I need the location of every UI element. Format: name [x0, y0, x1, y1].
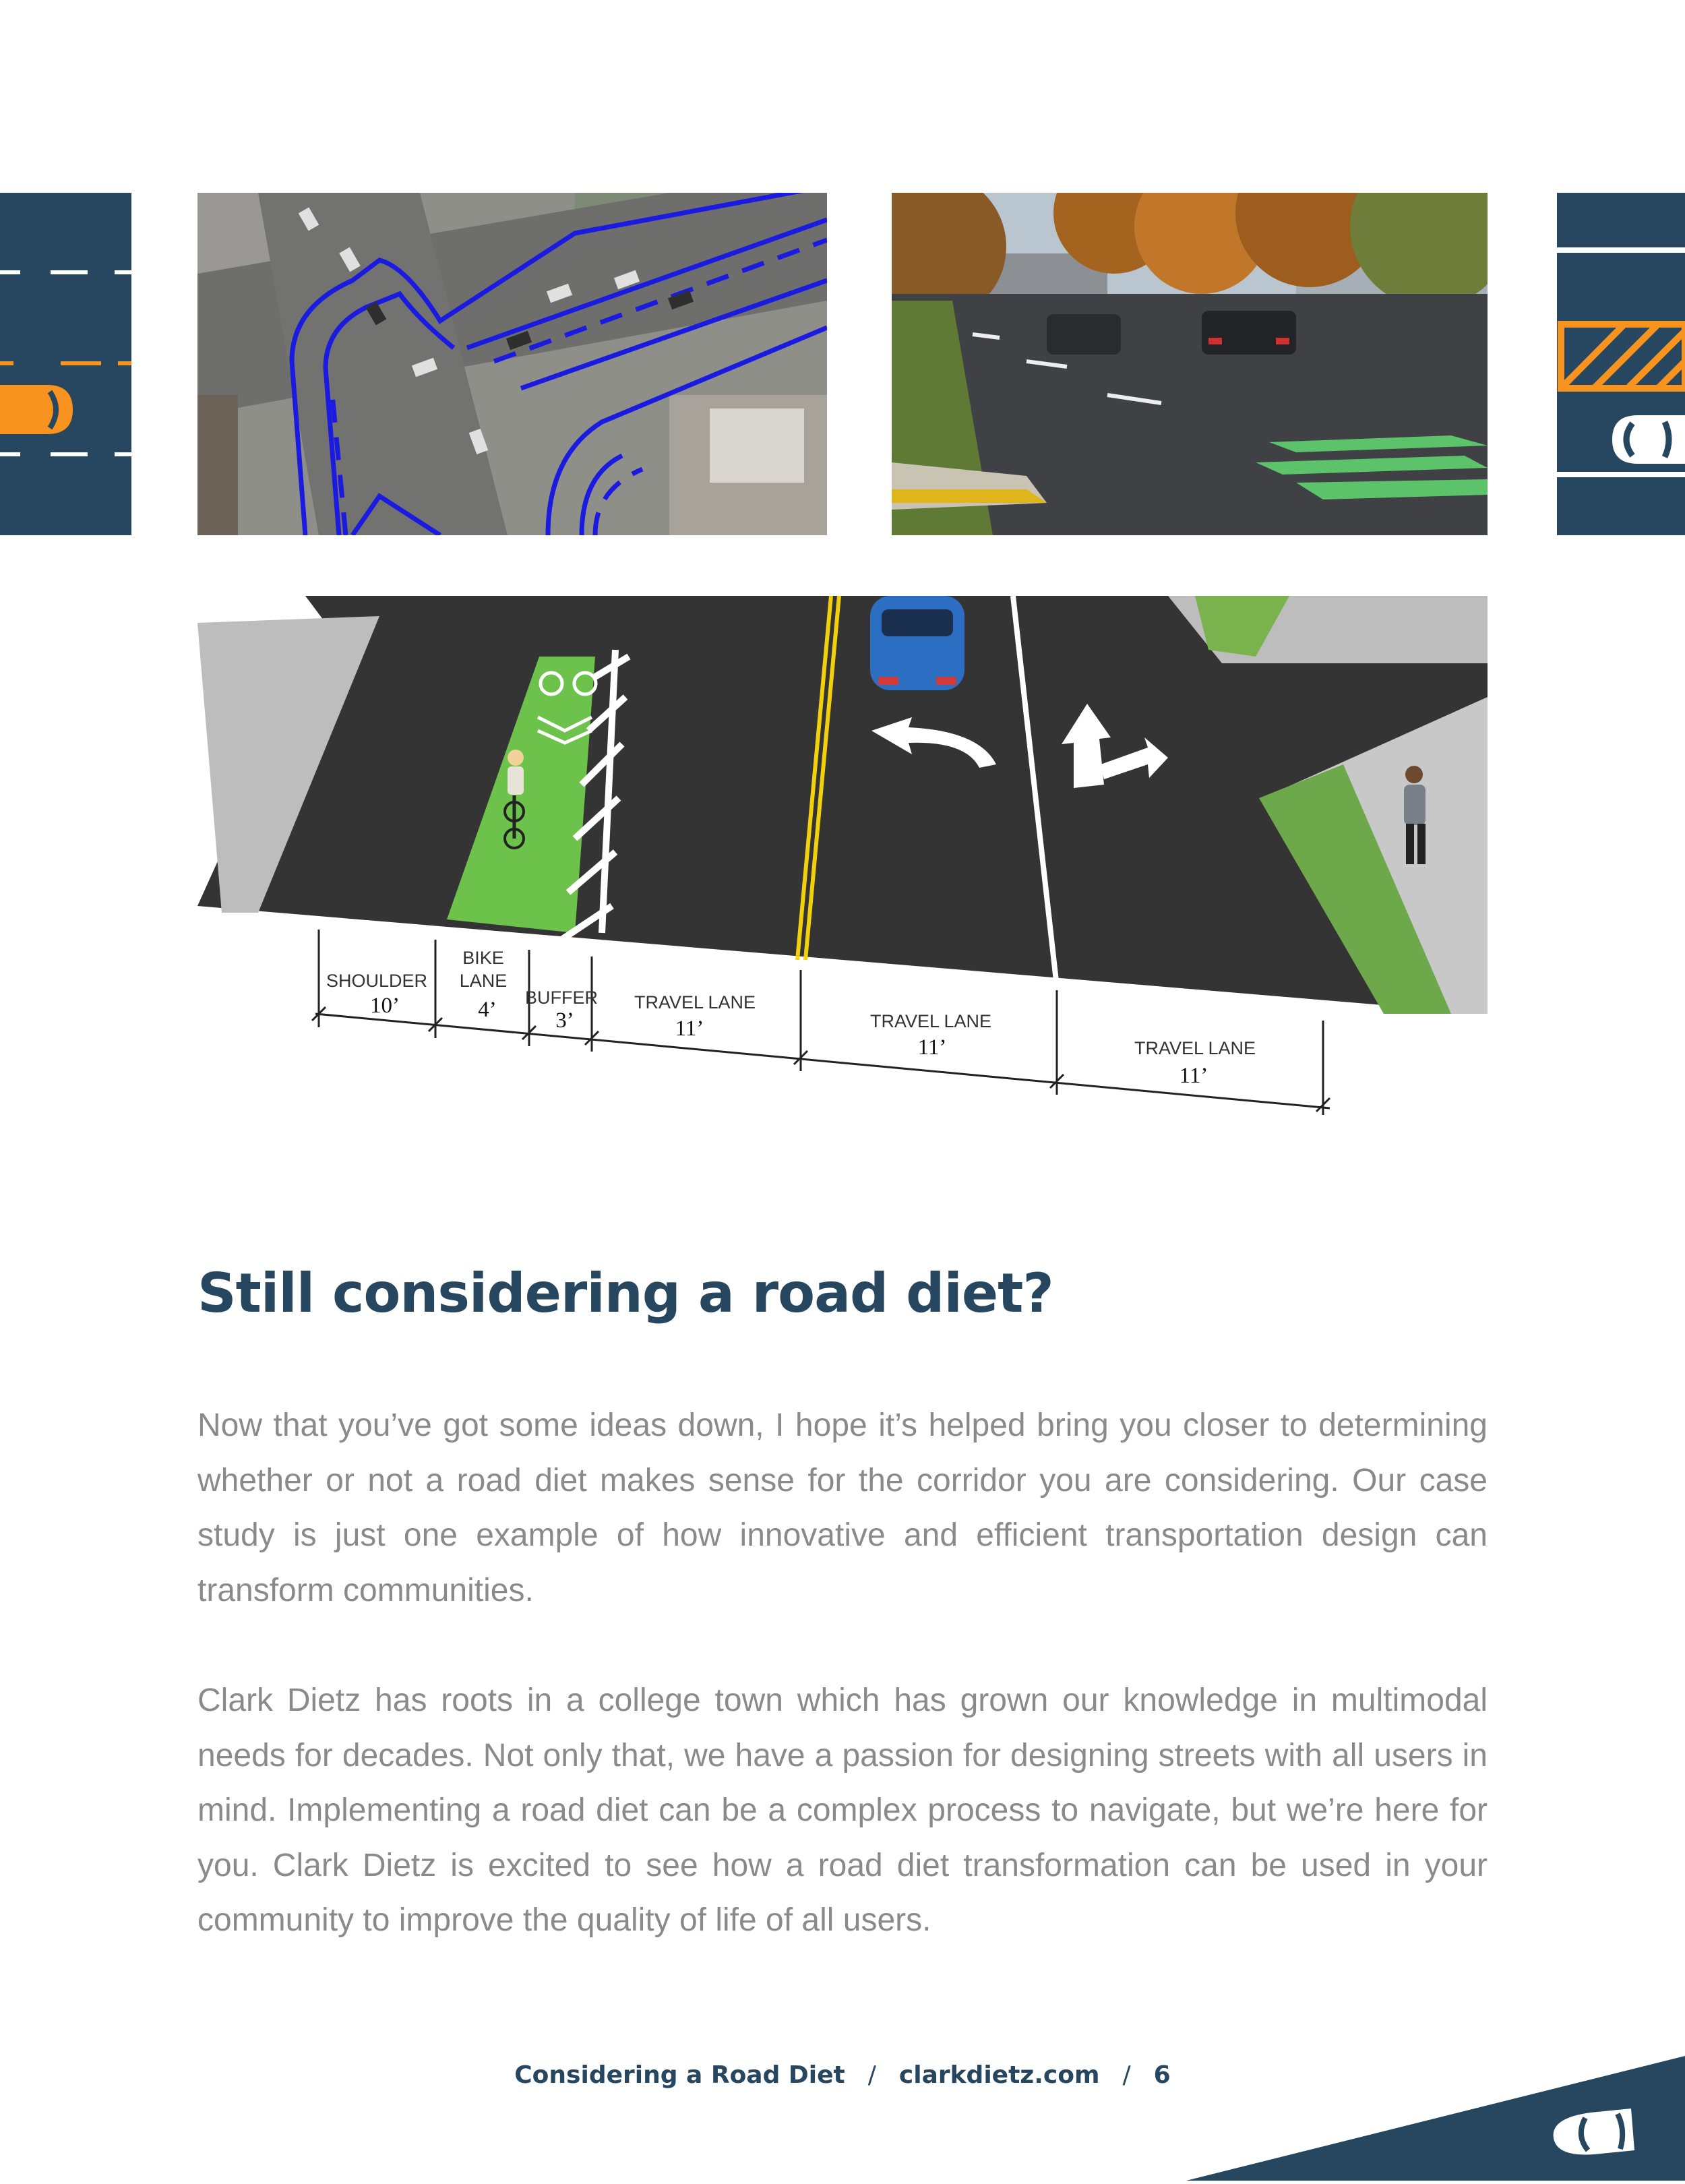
- footer-website-link[interactable]: clarkdietz.com: [898, 2061, 1100, 2089]
- car-icon-right: [1612, 415, 1685, 464]
- travel-lane-1-width: 11’: [675, 1017, 704, 1041]
- bike-lane-label-line1: BIKE: [462, 948, 504, 968]
- travel-lane-3-label: TRAVEL LANE: [1134, 1038, 1256, 1058]
- travel-lane-1-label: TRAVEL LANE: [634, 992, 756, 1012]
- car-icon-left: [0, 385, 73, 434]
- buffer-width: 3’: [555, 1008, 574, 1033]
- travel-lane-2-label: TRAVEL LANE: [869, 1011, 992, 1031]
- right-road-decoration: [1557, 193, 1685, 535]
- travel-lane-2-width: 11’: [917, 1035, 947, 1060]
- shoulder-label: SHOULDER: [326, 971, 428, 991]
- page-heading: Still considering a road diet?: [197, 1262, 1053, 1325]
- bike-lane-width: 4’: [478, 998, 497, 1022]
- body-paragraph-2: Clark Dietz has roots in a college town which has grown our knowledge in multimodal needs for decades. Not only that, we have a passion for designing streets with all users in mind. Implementing a road diet can be a complex process to navigate, but we’re here for you. Clark Dietz is excited to see how a road diet transformation can be used in your community to improve the quality of life of all users.: [197, 1682, 1488, 1938]
- body-paragraph-1: Now that you’ve got some ideas down, I hope it’s helped bring you closer to determining whether or not a road diet makes sense for the corridor you are considering. Our case study is just one example of how innovative and efficient transportation design can transform communities.: [197, 1407, 1488, 1608]
- cross-section-diagram: [197, 596, 1488, 1128]
- aerial-photo: [197, 193, 827, 535]
- footer-title: Considering a Road Diet: [514, 2061, 845, 2089]
- footer-separator: /: [1122, 2061, 1131, 2089]
- travel-lane-3-width: 11’: [1179, 1064, 1208, 1088]
- car-icon-diagram: [870, 596, 964, 690]
- street-photo: [892, 193, 1488, 535]
- footer-road-decoration: [1186, 2056, 1685, 2181]
- page-number: 6: [1153, 2061, 1171, 2089]
- footer-separator: /: [867, 2061, 876, 2089]
- left-road-decoration: [0, 193, 131, 535]
- shoulder-width: 10’: [370, 994, 400, 1018]
- bike-lane-label-line2: LANE: [459, 971, 508, 991]
- buffer-label: BUFFER: [525, 988, 598, 1008]
